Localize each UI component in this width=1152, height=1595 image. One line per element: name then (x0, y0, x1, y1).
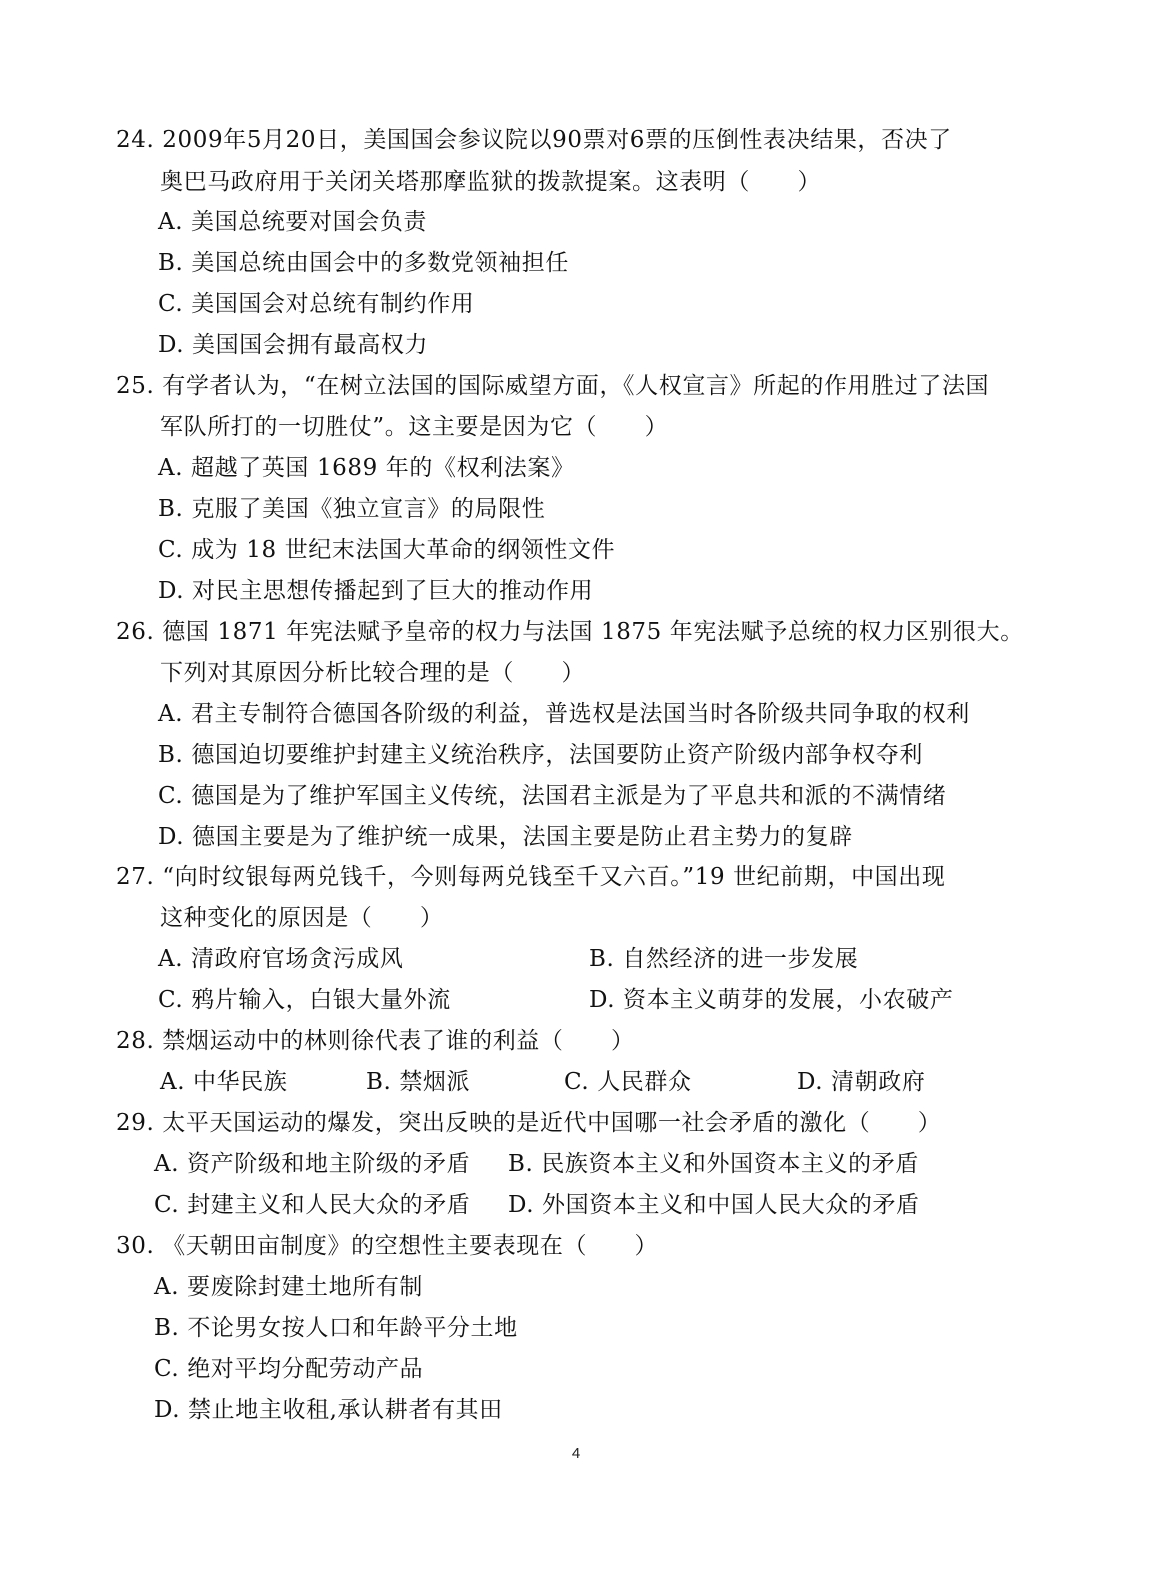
question-27-stem-line-1: 27. “向时纹银每两兑钱千，今则每两兑钱至千又六百。”19 世纪前期，中国出现 (116, 864, 946, 890)
question-29-option-a: A. 资产阶级和地主阶级的矛盾 (154, 1151, 471, 1177)
question-30-option-b: B. 不论男女按人口和年龄平分土地 (154, 1315, 518, 1341)
question-29-option-d: D. 外国资本主义和中国人民大众的矛盾 (508, 1192, 920, 1218)
question-29-option-b: B. 民族资本主义和外国资本主义的矛盾 (508, 1151, 919, 1177)
question-25-stem-line-2: 军队所打的一切胜仗”。这主要是因为它（ ） (160, 414, 669, 440)
question-24-option-d: D. 美国国会拥有最高权力 (158, 332, 429, 358)
question-24-option-a: A. 美国总统要对国会负责 (158, 209, 428, 235)
question-28-option-b: B. 禁烟派 (366, 1069, 471, 1095)
question-24-option-b: B. 美国总统由国会中的多数党领袖担任 (158, 250, 569, 276)
question-25-option-b: B. 克服了美国《独立宣言》的局限性 (158, 496, 546, 522)
question-26-option-c: C. 德国是为了维护军国主义传统，法国君主派是为了平息共和派的不满情绪 (158, 783, 947, 809)
question-24-stem-line-1: 24. 2009年5月20日，美国国会参议院以90票对6票的压倒性表决结果，否决了 (116, 127, 952, 153)
question-26-option-d: D. 德国主要是为了维护统一成果，法国主要是防止君主势力的复辟 (158, 824, 853, 850)
question-24-option-c: C. 美国国会对总统有制约作用 (158, 291, 475, 317)
question-25-option-d: D. 对民主思想传播起到了巨大的推动作用 (158, 578, 594, 604)
question-27-option-c: C. 鸦片输入，白银大量外流 (158, 987, 451, 1013)
question-27-option-a: A. 清政府官场贪污成风 (158, 946, 404, 972)
question-28-option-d: D. 清朝政府 (797, 1069, 926, 1095)
question-24-stem-line-2: 奥巴马政府用于关闭关塔那摩监狱的拨款提案。这表明（ ） (160, 169, 822, 195)
question-26-stem-line-2: 下列对其原因分析比较合理的是（ ） (160, 660, 586, 686)
question-28-option-c: C. 人民群众 (564, 1069, 692, 1095)
question-29-stem-line-1: 29. 太平天国运动的爆发，突出反映的是近代中国哪一社会矛盾的激化（ ） (116, 1110, 942, 1136)
question-28-option-a: A. 中华民族 (160, 1069, 288, 1095)
question-27-option-b: B. 自然经济的进一步发展 (589, 946, 859, 972)
question-25-stem-line-1: 25. 有学者认为，“在树立法国的国际威望方面，《人权宣言》所起的作用胜过了法国 (116, 373, 990, 399)
question-30-stem-line-1: 30. 《天朝田亩制度》的空想性主要表现在（ ） (116, 1233, 659, 1259)
question-27-option-d: D. 资本主义萌芽的发展，小农破产 (589, 987, 954, 1013)
question-29-option-c: C. 封建主义和人民大众的矛盾 (154, 1192, 471, 1218)
question-26-stem-line-1: 26. 德国 1871 年宪法赋予皇帝的权力与法国 1875 年宪法赋予总统的权力区别很大。 (116, 619, 1024, 645)
question-26-option-b: B. 德国迫切要维护封建主义统治秩序，法国要防止资产阶级内部争权夺利 (158, 742, 923, 768)
question-25-option-c: C. 成为 18 世纪末法国大革命的纲领性文件 (158, 537, 616, 563)
question-27-stem-line-2: 这种变化的原因是（ ） (160, 905, 444, 931)
question-30-option-c: C. 绝对平均分配劳动产品 (154, 1356, 424, 1382)
question-30-option-d: D. 禁止地主收租,承认耕者有其田 (154, 1397, 503, 1423)
question-30-option-a: A. 要废除封建土地所有制 (154, 1274, 424, 1300)
question-26-option-a: A. 君主专制符合德国各阶级的利益，普选权是法国当时各阶级共同争取的权利 (158, 701, 970, 727)
question-28-stem-line-1: 28. 禁烟运动中的林则徐代表了谁的利益（ ） (116, 1028, 635, 1054)
question-25-option-a: A. 超越了英国 1689 年的《权利法案》 (158, 455, 575, 481)
page-number: 4 (571, 1445, 581, 1462)
